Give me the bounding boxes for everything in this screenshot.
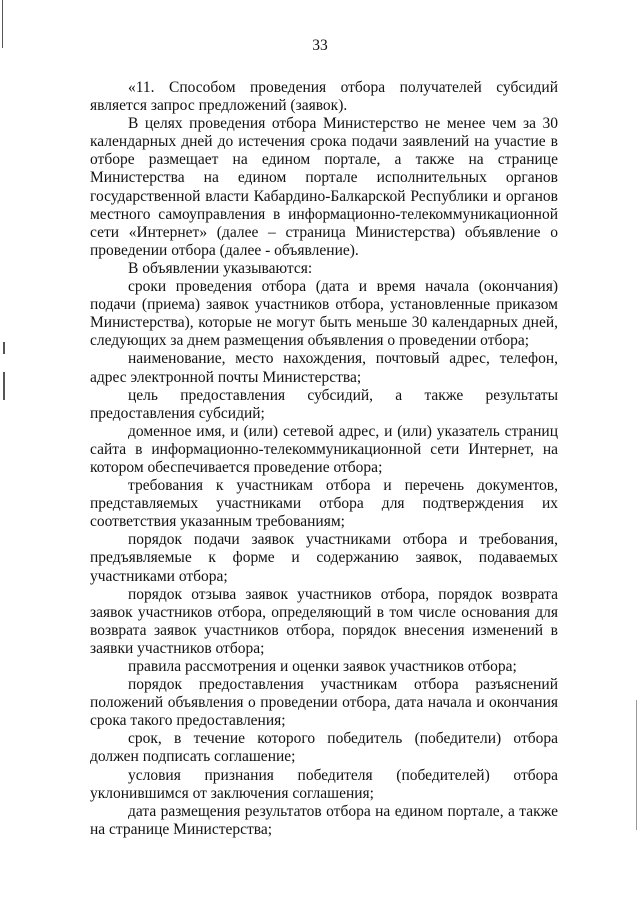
paragraph-item-results-date: дата размещения результатов отбора на едином портале, а также на странице Министерства; [90, 802, 558, 838]
paragraph-item-domain: доменное имя, и (или) сетевой адрес, и (или) указатель страниц сайта в информационно-телекоммуникационной сети Интернет, на котором обеспечивается проведение отбора; [90, 422, 558, 476]
paragraph-item-deadlines: сроки проведения отбора (дата и время начала (окончания) подачи (приема) заявок участников отбора, установленные приказом Министерства), которые не могут быть меньше 30 календарных дней, следующих за днем размещения объявления о проведении отбора; [90, 278, 558, 350]
paragraph-announcement-placement: В целях проведения отбора Министерство не менее чем за 30 календарных дней до истечения срока подачи заявлений на участие в отборе размещает на едином портале, а также на странице Министерства на едином портале исполнительных органов государственной власти Кабардино-Балкарской Республики и органов местного самоуправления в информационно-телекоммуникационной сети «Интернет» (далее – страница Министерства) объявление о проведении отбора (далее - объявление). [90, 115, 558, 259]
scan-edge-mark-left-top [2, 0, 3, 48]
paragraph-method: «11. Способом проведения отбора получателей субсидий является запрос предложений (заявок). [90, 79, 558, 115]
paragraph-item-evaluation-rules: правила рассмотрения и оценки заявок участников отбора; [128, 658, 517, 675]
paragraph-item-evasion-conditions: условия признания победителя (победителей) отбора уклонившимся от заключения соглашения; [90, 766, 558, 802]
scan-edge-mark-right [636, 700, 637, 830]
paragraph-item-withdrawal-order: порядок отзыва заявок участников отбора, порядок возврата заявок участников отбора, определяющий в том числе основания для возврата заявок участников отбора, порядок внесения изменений в заявки участников отбора; [90, 585, 558, 657]
paragraph-item-requirements: требования к участникам отбора и перечень документов, представляемых участниками отбора для подтверждения их соответствия указанным требованиям; [90, 477, 558, 531]
scan-edge-mark-left-middle [3, 342, 5, 354]
paragraph-announcement-contents-intro: В объявлении указываются: [128, 259, 313, 277]
paragraph-item-signing-deadline: срок, в течение которого победитель (победители) отбора должен подписать соглашение; [90, 730, 558, 766]
page-number: 33 [312, 37, 328, 54]
scan-edge-mark-left-lower [3, 372, 5, 400]
document-body [90, 79, 558, 839]
paragraph-item-clarifications: порядок предоставления участникам отбора разъяснений положений объявления о проведении отбора, дата начала и окончания срока такого предоставления; [90, 676, 558, 730]
paragraph-item-submission-order: порядок подачи заявок участниками отбора и требования, предъявляемые к форме и содержанию заявок, подаваемых участниками отбора; [90, 531, 558, 585]
paragraph-item-goal: цель предоставления субсидий, а также результаты предоставления субсидий; [90, 386, 558, 422]
paragraph-item-contacts: наименование, место нахождения, почтовый адрес, телефон, адрес электронной почты Министерства; [90, 350, 558, 386]
